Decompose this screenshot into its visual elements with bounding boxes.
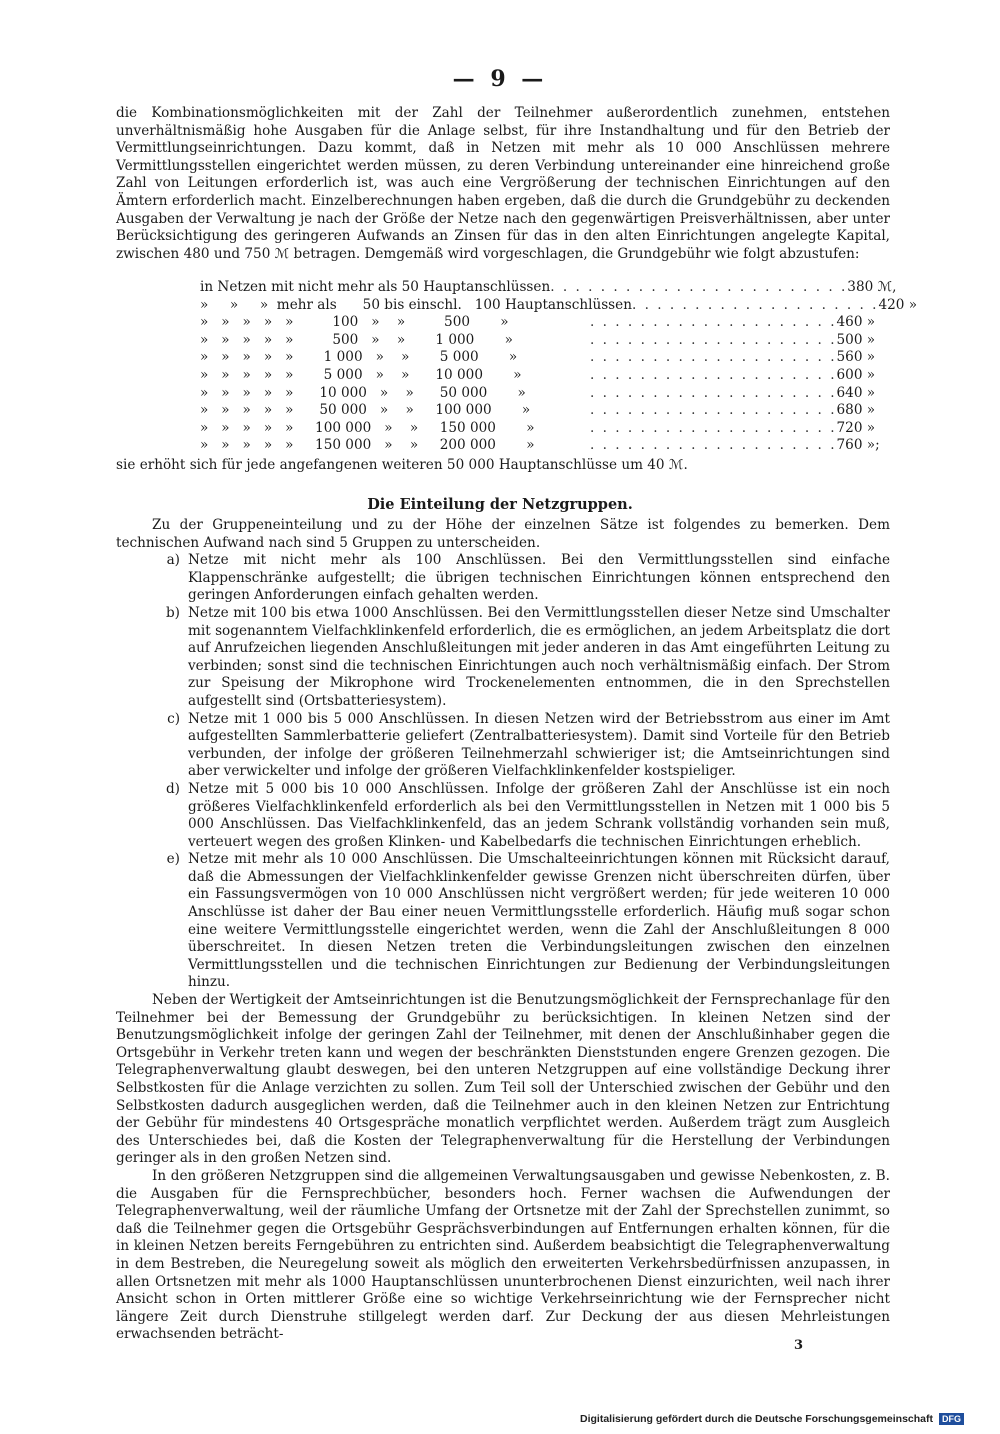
list-text: Netze mit mehr als 10 000 Anschlüssen. Die Umschalteeinrichtungen können mit Rücksicht darauf, daß die Abmessungen der Vielfachklinkenfelder gewisse Grenzen nicht überschreiten dürfen, über ein Fassungsvermögen von 10 000 Anschlüssen nicht vergrößert werden; für jede weiteren 10 000 Anschlüsse ist daher der Bau einer neuen Vermittlungsstelle erforderlich. Häufig muß sogar schon eine weitere Vermittlungsstelle eingerichtet werden, wenn die Zahl der Anschlußleitungen 8 000 überschreitet. In diesen Netzen treten die Verbindungsleitungen zwischen den einzelnen Vermittlungsstellen und die technischen Einrichtungen zur Bedienung der Verbindungsleitungen hinzu. [188, 851, 890, 991]
section-body [116, 517, 890, 1344]
list-text: Netze mit nicht mehr als 100 Anschlüssen. Bei den Vermittlungsstellen sind einfache Klappenschränke aufgestellt; die übrigen technischen Einrichtungen können entsprechend den geringen Anforderungen einfach gehalten werden. [188, 552, 890, 604]
fee-value: 380 ℳ, [847, 279, 897, 295]
fee-value: 760 »; [836, 437, 880, 454]
paragraph-benutzung: Neben der Wertigkeit der Amtseinrichtungen ist die Benutzungsmöglichkeit der Fernsprechanlage für den Teilnehmer bei der Bemessung der Grundgebühr zu berücksichtigen. In kleinen Netzen sind der Benutzungsmöglichkeit infolge der geringen Zahl der Teilnehmer, mit denen der Anschlußinhaber gegen die Ortsgebühr in Verkehr treten kann und wegen der beschränkten Dienststunden engere Grenzen gezogen. Die Telegraphenverwaltung glaubt deswegen, bei den unteren Netzgruppen auf eine vollständige Deckung ihrer Selbstkosten für die Anlage verzichten zu sollen. Zum Teil soll der Unterschied zwischen der Gebühr und den Selbstkosten dadurch ausgeglichen werden, daß die Teilnehmer auch in den kleinen Netzen zur Entrichtung der Gebühr für mindestens 40 Ortsgespräche monatlich verpflichtet werden. Außerdem trägt zum Ausgleich des Unterschiedes bei, daß die Kosten der Telegraphenverwaltung für die Herstellung der Verbindungen geringer als in den großen Netzen sind. [116, 992, 890, 1167]
fee-summary: sie erhöht sich für jede angefangenen weiteren 50 000 Hauptanschlüsse um 40 ℳ. [116, 457, 688, 473]
list-item [116, 851, 890, 992]
fee-row [116, 349, 890, 367]
list-item [116, 711, 890, 781]
fee-value: 640 » [836, 384, 876, 401]
list-text: Netze mit 100 bis etwa 1000 Anschlüssen. Bei den Vermittlungsstellen dieser Netze sind Umschalter mit sogenanntem Vielfachklinkenfeld erforderlich, die es ermöglichen, an jedem Arbeitsplatz die dort auf Anrufzeichen liegenden Anschlußleitungen mit jeder anderen in das Amt eingeführten Leitung zu verbinden; sonst sind die technischen Einrichtungen auch noch verhältnismäßig einfach. Der Strom zur Speisung der Mikrophone wird Trockenelementen entnommen, die in den Sprechstellen aufgestellt sind (Ortsbatteriesystem). [188, 604, 890, 709]
paragraph-groessere: In den größeren Netzgruppen sind die allgemeinen Verwaltungsausgaben und gewisse Nebenkosten, z. B. die Ausgaben für die Fernsprechbücher, besonders hoch. Ferner wachsen die Aufwendungen der Telegraphenverwaltung, weil der räumliche Umfang der Ortsnetze mit der Zahl der Sprechstellen zunimmt, so daß die Teilnehmer gegen die Ortsgebühr Gesprächsverbindungen auf Entfernungen erhalten können, für die in kleinen Netzen bereits Ferngebühren zu entrichten sind. Außerdem beabsichtigt die Telegraphenverwaltung in dem Bestreben, die Neuregelung soweit als möglich den erweiterten Verkehrsbedürfnissen anzupassen, in allen Ortsnetzen mit mehr als 1000 Hauptanschlüssen ununterbrochenen Dienst einzurichten, weil nach ihrer Ansicht schon in Orten mittlerer Größe eine so wichtige Verkehrseinrichtung wie der Fernsprecher nicht längere Zeit durch Dienstruhe stillgelegt werden darf. Zur Deckung der aus diesen Mehrleistungen erwachsenden beträcht- [116, 1167, 890, 1343]
fee-label: » » » » » 10 000 » » 50 000 » [200, 384, 526, 401]
list-text: Netze mit 1 000 bis 5 000 Anschlüssen. In diesen Netzen wird der Betriebsstrom aus einer im Amt aufgestellten Sammlerbatterie geliefert (Zentralbatteriesystem). Damit sind Vorteile für den Betrieb verbunden, der infolge der größeren Teilnehmerzahl schwieriger ist; die Amtseinrichtungen sind aber verwickelter und infolge der größeren Vielfachklinkenfelder kostspieliger. [188, 710, 890, 780]
fee-label: » » » » » 100 000 » » 150 000 » [200, 419, 535, 436]
fee-row [116, 420, 890, 438]
list-item [116, 605, 890, 711]
list-marker: e) [166, 851, 180, 868]
fee-row [116, 332, 890, 350]
fee-value: 420 » [878, 296, 918, 313]
fee-label: » » » mehr als 50 bis einschl. 100 Hauptanschlüssen [200, 296, 632, 313]
leader-dots: . . . . . . . . . . . . . . . . . . . . [631, 296, 879, 313]
footer [580, 1413, 964, 1425]
fee-row [116, 402, 890, 420]
fee-table [116, 279, 918, 455]
list-text: Netze mit 5 000 bis 10 000 Anschlüssen. Infolge der größeren Zahl der Anschlüsse ist ein noch größeres Vielfachklinkenfeld erforderlich als bei den Vermittlungsstellen in Netzen mit 1 000 bis 5 000 Anschlüssen. Das Vielfachklinkenfeld, das an jedem Schrank vollständig vorhanden sein muß, verteuert wegen des großen Klinken- und Kabelbedarfs die technischen Einrichtungen erheblich. [188, 780, 890, 850]
fee-label: » » » » » 5 000 » » 10 000 » [200, 366, 522, 383]
intro-paragraph-block [116, 105, 890, 263]
leader-dots: . . . . . . . . . . . . . . . . . . . . [590, 366, 837, 383]
list-marker: c) [167, 710, 180, 727]
fee-label: » » » » » 1 000 » » 5 000 » [200, 349, 518, 366]
leader-dots: . . . . . . . . . . . . . . . . . . . . . . . . [550, 279, 848, 295]
list-item [116, 781, 890, 851]
footer-text: Digitalisierung gefördert durch die Deutsche Forschungsgemeinschaft [580, 1413, 933, 1425]
leader-dots: . . . . . . . . . . . . . . . . . . . . [590, 349, 837, 366]
fee-value: 600 » [836, 366, 876, 383]
fee-label: » » » » » 100 » » 500 » [200, 314, 509, 331]
fee-label: » » » » » 150 000 » » 200 000 » [200, 437, 535, 454]
signature-number: 3 [794, 1338, 804, 1353]
fee-row [116, 437, 890, 455]
list-marker: b) [165, 604, 180, 621]
leader-dots: . . . . . . . . . . . . . . . . . . . . [590, 419, 837, 436]
list-marker: d) [165, 780, 180, 797]
list-marker: a) [166, 552, 180, 569]
fee-value: 560 » [836, 349, 876, 366]
fee-label: » » » » » 500 » » 1 000 » [200, 331, 513, 348]
dfg-logo: DFG [939, 1413, 964, 1425]
fee-row [116, 367, 890, 385]
fee-value: 460 » [836, 314, 876, 331]
fee-value: 720 » [836, 419, 876, 436]
leader-dots: . . . . . . . . . . . . . . . . . . . . [590, 437, 837, 454]
fee-label: in Netzen mit nicht mehr als 50 Hauptanschlüssen [200, 279, 551, 295]
fee-value: 500 » [836, 331, 876, 348]
section-heading: Die Einteilung der Netzgruppen. [367, 496, 633, 513]
section-intro: Zu der Gruppeneinteilung und zu der Höhe der einzelnen Sätze ist folgendes zu bemerken. Dem technischen Aufwand nach sind 5 Gruppen zu unterscheiden. [116, 517, 890, 551]
leader-dots: . . . . . . . . . . . . . . . . . . . . [590, 314, 837, 331]
fee-row [116, 279, 897, 297]
fee-row [116, 385, 890, 403]
fee-label: » » » » » 50 000 » » 100 000 » [200, 402, 531, 419]
leader-dots: . . . . . . . . . . . . . . . . . . . . [590, 402, 837, 419]
list-item [116, 552, 890, 605]
fee-row [116, 314, 890, 332]
leader-dots: . . . . . . . . . . . . . . . . . . . . [590, 384, 837, 401]
leader-dots: . . . . . . . . . . . . . . . . . . . . [590, 331, 837, 348]
fee-value: 680 » [836, 402, 876, 419]
intro-paragraph: die Kombinationsmöglichkeiten mit der Zahl der Teilnehmer außerordentlich zunehmen, entstehen unverhältnismäßig hohe Ausgaben für die Anlage selbst, für ihre Instandhaltung und für den Betrieb der Vermittlungseinrichtungen. Dazu kommt, daß in Netzen mit mehr als 10 000 Anschlüssen mehrere Vermittlungsstellen eingerichtet werden müssen, zu deren Verbindung untereinander eine hinreichend große Zahl von Leitungen erforderlich ist, was auch eine Vergrößerung der technischen Einrichtungen auf den Ämtern erforderlich macht. Einzelberechnungen haben ergeben, daß die durch die Grundgebühr zu deckenden Ausgaben der Verwaltung je nach der Größe der Netze nach den gegenwärtigen Preisverhältnissen, aber unter Berücksichtigung des geringeren Aufwands an Zinsen für das in den alten Einrichtungen angelegte Kapital, zwischen 480 und 750 ℳ betragen. Demgemäß wird vorgeschlagen, die Grundgebühr wie folgt abzustufen: [116, 105, 890, 262]
page-number: — 9 — [452, 66, 548, 92]
fee-row [116, 296, 918, 315]
